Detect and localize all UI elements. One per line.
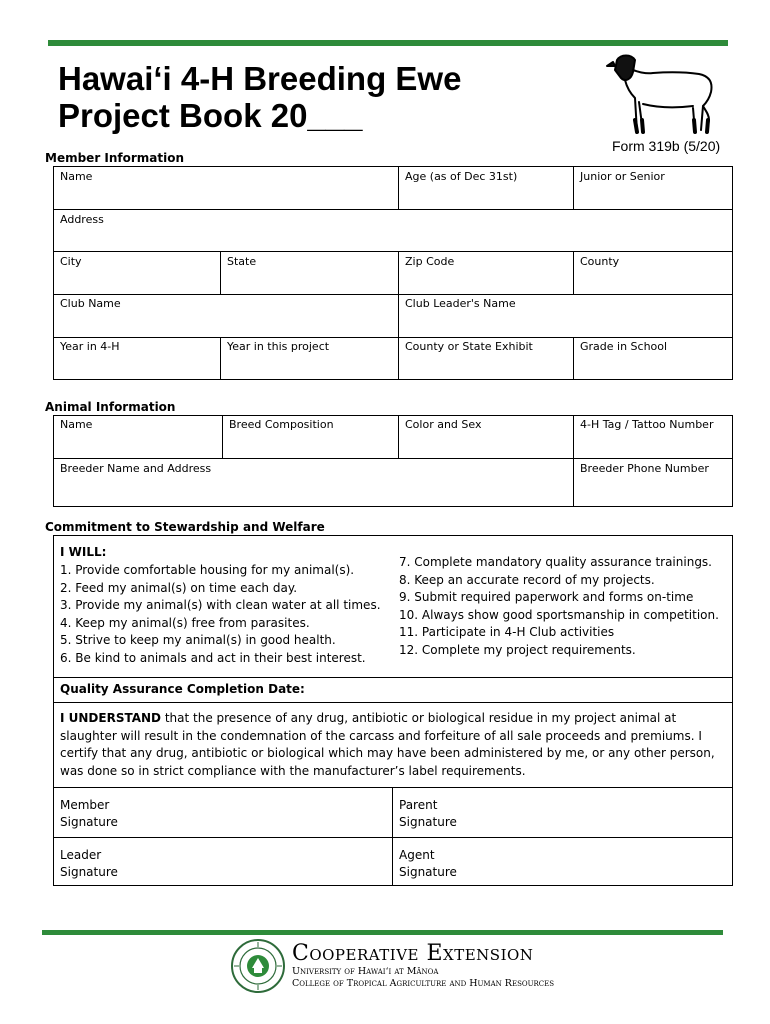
state-field[interactable]: State bbox=[227, 255, 257, 268]
leader-signature-field[interactable]: Leader Signature bbox=[60, 848, 118, 879]
list-item: 5. Strive to keep my animal(s) in good health. bbox=[60, 633, 336, 648]
org-line-2: College of Tropical Agriculture and Human Resources bbox=[292, 978, 555, 989]
university-seal bbox=[230, 938, 286, 994]
city-field[interactable]: City bbox=[60, 255, 82, 268]
member-info-heading: Member Information bbox=[45, 151, 185, 165]
parent-signature-field[interactable]: Parent Signature bbox=[399, 798, 457, 829]
club-name-field[interactable]: Club Name bbox=[60, 297, 121, 310]
list-item: 12. Complete my project requirements. bbox=[399, 642, 636, 657]
list-item: 3. Provide my animal(s) with clean water at all times. bbox=[60, 598, 381, 613]
animal-info-heading: Animal Information bbox=[45, 400, 176, 414]
org-title: Cooperative Extension bbox=[292, 941, 534, 966]
list-item: 4. Keep my animal(s) free from parasites. bbox=[60, 615, 310, 630]
list-item: 1. Provide comfortable housing for my animal(s). bbox=[60, 563, 355, 577]
sheep-illustration bbox=[605, 50, 720, 138]
page-title bbox=[58, 60, 461, 134]
understand-paragraph bbox=[60, 710, 725, 780]
form-number: Form 319b (5/20) bbox=[612, 138, 721, 154]
breed-field[interactable]: Breed Composition bbox=[229, 418, 334, 431]
animal-name-field[interactable]: Name bbox=[60, 418, 93, 431]
list-item: 10. Always show good sportsmanship in competition. bbox=[399, 607, 719, 622]
title-line-2: Project Book 20___ bbox=[58, 97, 363, 134]
i-will-label: I WILL: bbox=[60, 545, 107, 559]
org-line-1: University of Hawai‘i at Mānoa bbox=[292, 966, 439, 977]
list-item: 11. Participate in 4-H Club activities bbox=[399, 625, 615, 640]
tag-field[interactable]: 4-H Tag / Tattoo Number bbox=[580, 418, 714, 431]
breeder-name-field[interactable]: Breeder Name and Address bbox=[60, 462, 212, 475]
year-in-project-field[interactable]: Year in this project bbox=[227, 340, 330, 353]
color-sex-field[interactable]: Color and Sex bbox=[405, 418, 482, 431]
commitment-heading: Commitment to Stewardship and Welfare bbox=[45, 520, 325, 534]
understand-text: that the presence of any drug, antibiotic or biological residue in my project animal at slaughter will result in the condemnation of the carcass and forfeiture of all sale proceeds and premiums. I certify that any drug, antibiotic or biological which may have been administered by me, or any other person, was done so in strict compliance with the manufacturer’s label requirements. bbox=[60, 711, 715, 778]
list-item: 6. Be kind to animals and act in their best interest. bbox=[60, 650, 366, 665]
commitment-list-right bbox=[399, 554, 719, 660]
breeder-phone-field[interactable]: Breeder Phone Number bbox=[580, 462, 709, 475]
extension-logo-text bbox=[292, 941, 554, 990]
member-name-field[interactable]: Name bbox=[60, 170, 93, 183]
bottom-rule bbox=[42, 930, 723, 935]
list-item: 2. Feed my animal(s) on time each day. bbox=[60, 580, 298, 595]
member-age-field[interactable]: Age (as of Dec 31st) bbox=[405, 170, 518, 183]
qa-date-field[interactable]: Quality Assurance Completion Date: bbox=[60, 682, 305, 696]
list-item: 8. Keep an accurate record of my projects. bbox=[399, 572, 655, 587]
club-leader-field[interactable]: Club Leader's Name bbox=[405, 297, 516, 310]
county-field[interactable]: County bbox=[580, 255, 620, 268]
zip-field[interactable]: Zip Code bbox=[405, 255, 455, 268]
title-line-1: Hawai‘i 4-H Breeding Ewe bbox=[58, 60, 462, 97]
agent-signature-field[interactable]: Agent Signature bbox=[399, 848, 457, 879]
list-item: 9. Submit required paperwork and forms on-time bbox=[399, 590, 694, 605]
junior-senior-field[interactable]: Junior or Senior bbox=[580, 170, 665, 183]
understand-bold: I UNDERSTAND bbox=[60, 711, 162, 725]
list-item: 7. Complete mandatory quality assurance trainings. bbox=[399, 555, 712, 569]
commitment-list-left bbox=[60, 562, 381, 668]
year-in-4h-field[interactable]: Year in 4-H bbox=[60, 340, 120, 353]
grade-field[interactable]: Grade in School bbox=[580, 340, 668, 353]
member-signature-field[interactable]: Member Signature bbox=[60, 798, 118, 829]
top-rule bbox=[48, 40, 728, 46]
exhibit-field[interactable]: County or State Exhibit bbox=[405, 340, 533, 353]
address-field[interactable]: Address bbox=[60, 213, 104, 226]
